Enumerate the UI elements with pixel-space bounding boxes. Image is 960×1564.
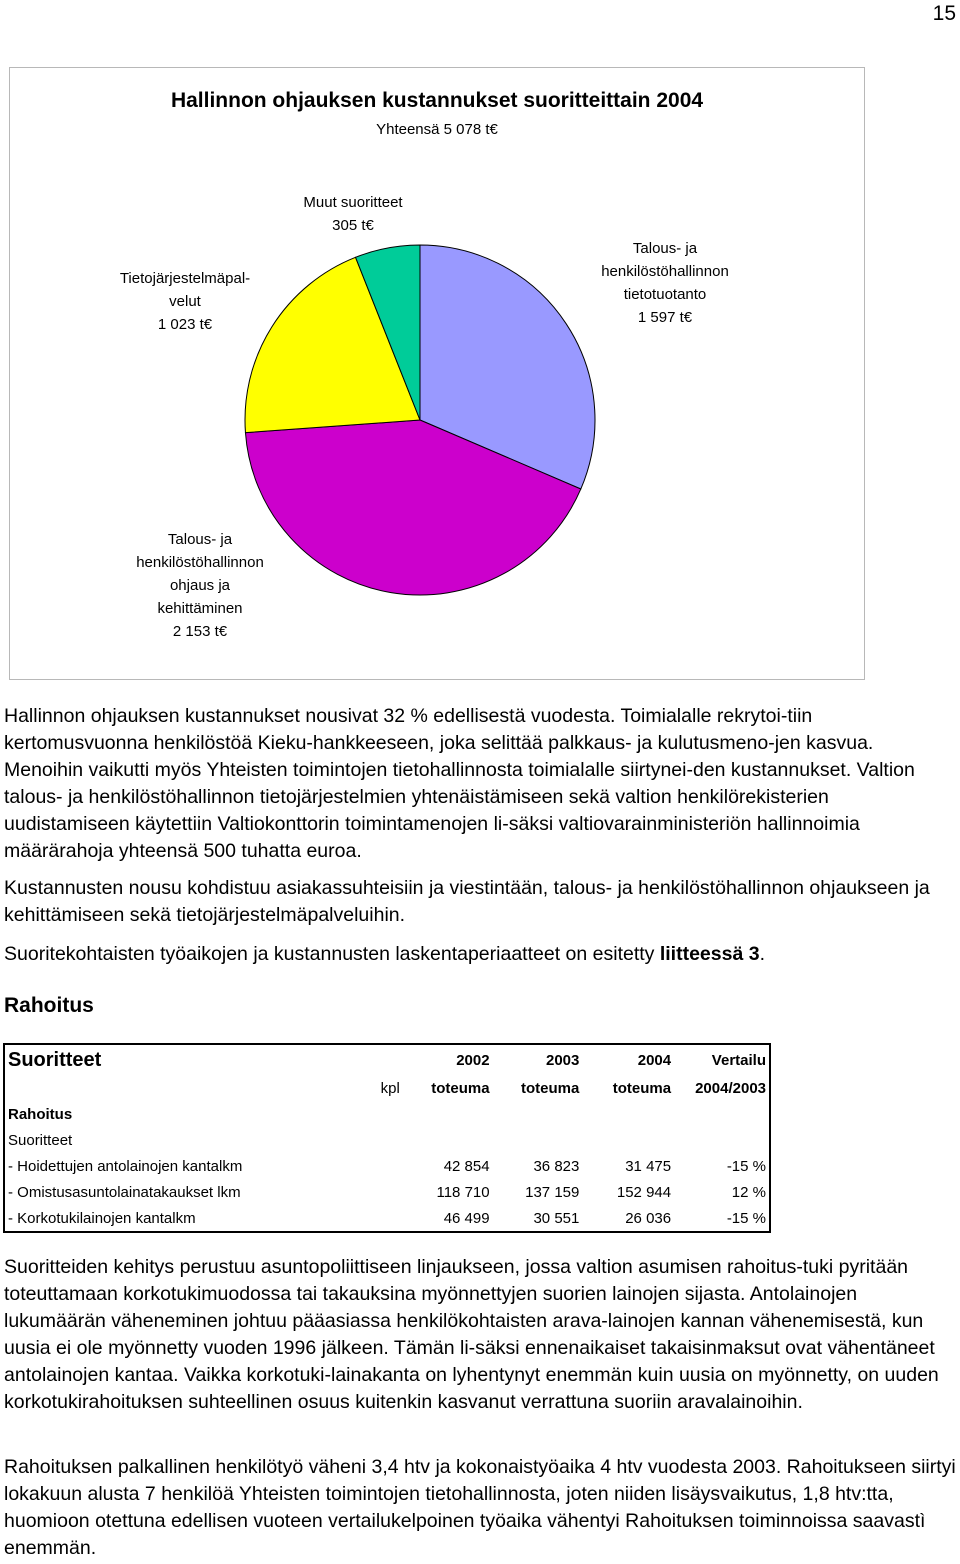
unit-header: kpl [380, 1079, 400, 1097]
header-comparison: Vertailu [711, 1051, 766, 1069]
paragraph-development: Suoritteiden kehitys perustuu asuntopoliittiseen linjaukseen, jossa valtion asumisen rahoitus-tuki pyritään toteuttamaan korkotukimuodossa tai takauksina myönnettyjen suorien lainojen sijasta. Antolainojen lukumäärän väheneminen johtuu pääasiassa henkilökohtaisten arava-lainojen kannan vähenemisestä, kun uusia ei ole myönnetty vuoden 1996 jälkeen. Tämän li-säksi ennenaikaiset takaisinmaksut ovat vähentäneet antolainojen kantaa. Vaikka korkotuki-lainakanta on lyhentynyt enemmän kuin uusia on myönnetty, on uuden korkotukirahoituksen suhteellinen osuus kuitenkin kasvanut verrattuna suoriin aravalainoihin. [4, 1256, 939, 1413]
paragraph-costs: Hallinnon ohjauksen kustannukset nousivat 32 % edellisestä vuodesta. Toimialalle rekrytoi-tiin kertomusvuonna henkilöstöä Kieku-hankkeeseen, joka selittää palkkaus- ja kulutusmeno-jen kasvua. Menoihin vaikutti myös Yhteisten toimintojen tietohallinnosta toimialalle siirtynei-den kustannukset. Valtion talous- ja henkilöstöhallinnon tietojärjestelmien yhtenäistämiseen sekä valtion henkilörekisterien uudistamiseen käytettiin Valtiokonttorin toimintamenojen li-säksi valtiovarainministeriön hallinnoimia määrärahoja yhteensä 500 tuhatta euroa. [4, 705, 915, 862]
pie-label-muut: Muut suoritteet 305 t€ [303, 194, 403, 234]
table-row: - Omistusasuntolainatakaukset lkm 118 710 137 159 152 944 12 % [8, 1183, 766, 1201]
table-header-row [4, 1044, 770, 1075]
subsection-label: Suoritteet [8, 1131, 73, 1149]
chart-title: Hallinnon ohjauksen kustannukset suoritteittain 2004 [170, 89, 704, 112]
table-row: - Korkotukilainojen kantalkm 46 499 30 551 26 036 -15 % [8, 1209, 766, 1227]
paragraph-staff: Rahoituksen palkallinen henkilötyö väheni 3,4 htv ja kokonaistyöaika 4 htv vuodesta 2003. Rahoitukseen siirtyi lokakuun alusta 7 henkilöä Yhteisten toimintojen tietohallinnosta, joten niiden lisäysvaikutus, 1,8 htv:tta, huomioon otettuna edellisen vuoteen vertailukelpoinen työaika vähentyi Rahoituksen toiminnoissa saavastì enemmän. [4, 1456, 956, 1559]
pie-label-tietotuotanto: Talous- ja henkilöstöhallinnon tietotuotanto 1 597 t€ [601, 240, 729, 326]
header-2002: 2002 [456, 1051, 490, 1069]
header-2004: 2004 [637, 1051, 672, 1069]
pie-label-tietojarjestelmapalvelut: Tietojärjestelmäpal- velut 1 023 t€ [119, 270, 251, 333]
paragraph-increase: Kustannusten nousu kohdistuu asiakassuhteisiin ja viestintään, talous- ja henkilöstöhallinnon ohjaukseen ja kehittämiseen sekä tietojärjestelmäpalveluihin. [4, 877, 930, 926]
chart-subtitle: Yhteensä 5 078 t€ [376, 121, 498, 138]
table-subsection-row [4, 1127, 770, 1153]
page-number: 15 [932, 2, 956, 25]
paragraph-reference: Suoritekohtaisten työaikojen ja kustannusten laskentaperiaatteet on esitetty liitteessä 3. [4, 943, 765, 965]
appendix-reference: liitteessä 3 [659, 943, 760, 965]
section-heading: Rahoitus [4, 994, 94, 1017]
table-row: - Hoidettujen antolainojen kantalkm 42 854 36 823 31 475 -15 % [8, 1157, 766, 1175]
table-section-row [4, 1101, 770, 1127]
table-subheader-row: kpl toteuma toteuma toteuma 2004/2003 [4, 1075, 770, 1101]
table-title: Suoritteet [8, 1048, 102, 1071]
performance-table [3, 1043, 771, 1233]
pie-label-ohjaus: Talous- ja henkilöstöhallinnon ohjaus ja kehittäminen 2 153 t€ [136, 531, 264, 640]
header-2003: 2003 [545, 1051, 580, 1069]
section-label: Rahoitus [8, 1105, 73, 1123]
